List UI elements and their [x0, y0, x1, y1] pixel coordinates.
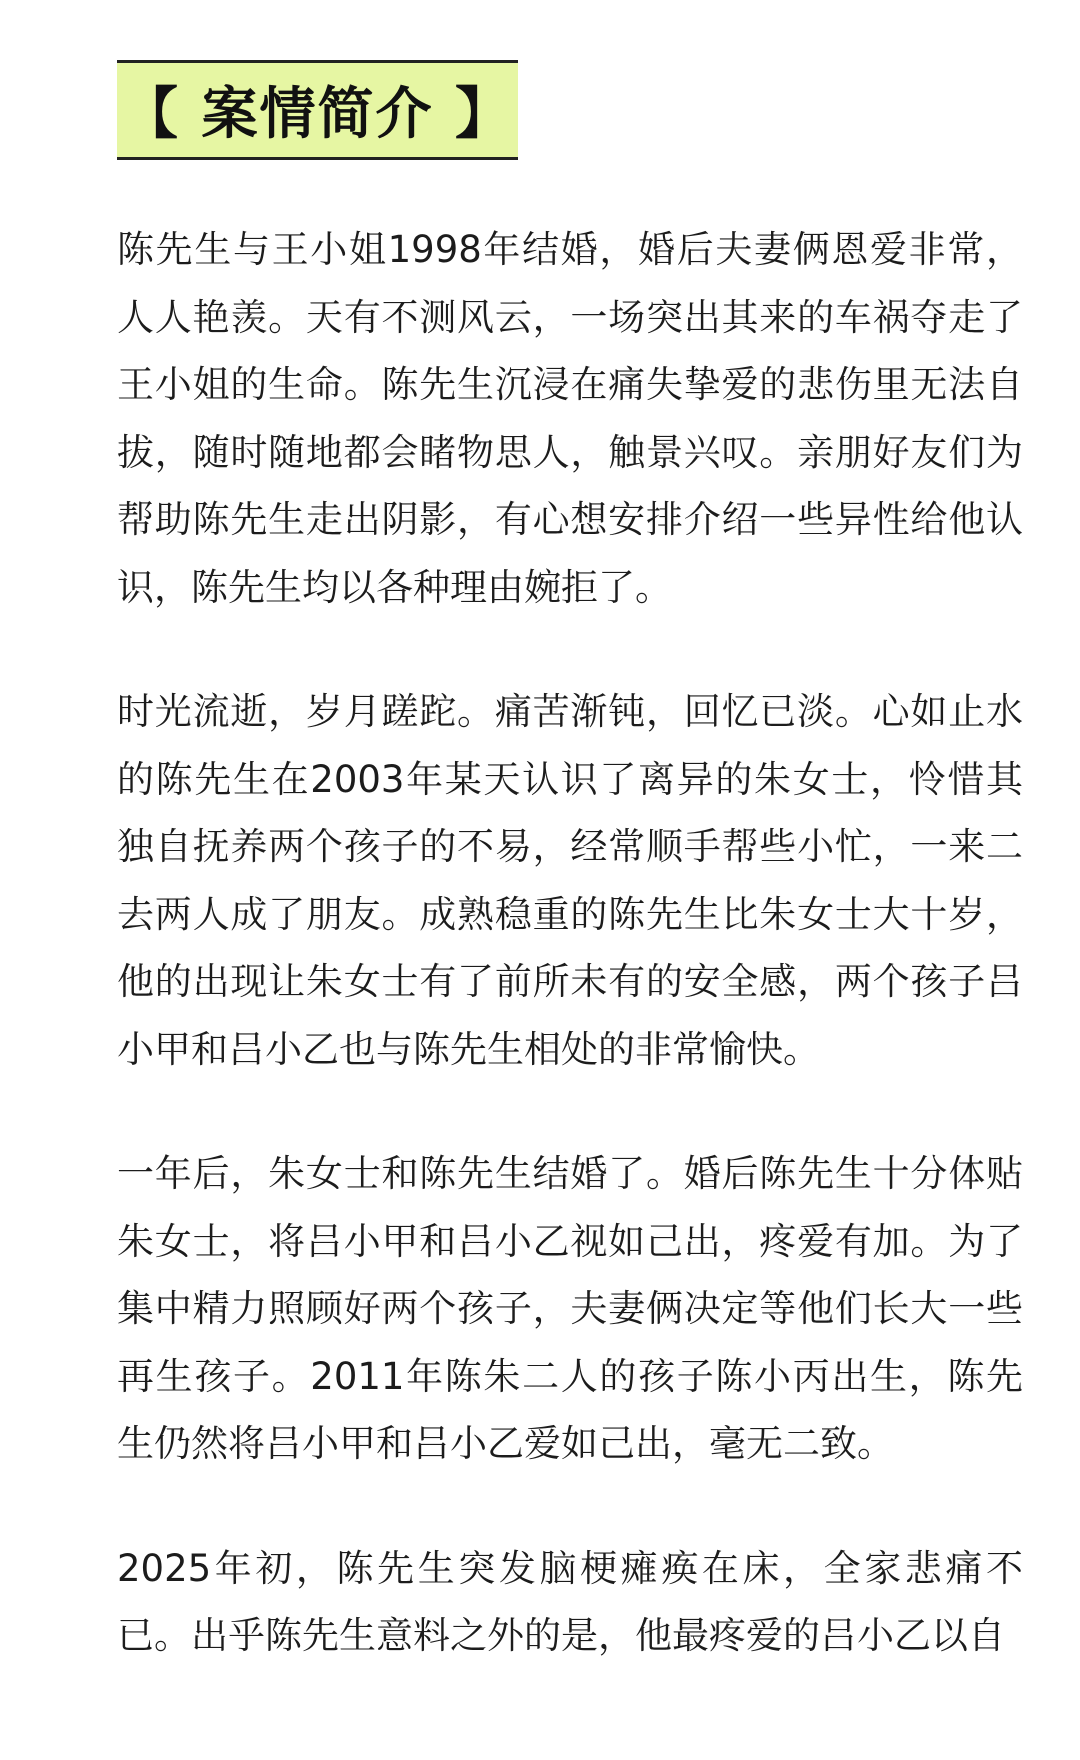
- section-heading-box: [117, 60, 518, 160]
- paragraph-4: 2025年初，陈先生突发脑梗瘫痪在床，全家悲痛不已。出乎陈先生意料之外的是，他最疼爱的吕小乙以自: [117, 1546, 1023, 1657]
- paragraph-3: 一年后，朱女士和陈先生结婚了。婚后陈先生十分体贴朱女士，将吕小甲和吕小乙视如己出，疼爱有加。为了集中精力照顾好两个孩子，夫妻俩决定等他们长大一些再生孩子。2011年陈朱二人的孩子陈小丙出生，陈先生仍然将吕小甲和吕小乙爱如己出，毫无二致。: [117, 1152, 1023, 1465]
- article-body: [117, 216, 1023, 1727]
- section-heading: 【 案情简介 】: [122, 82, 513, 147]
- paragraph-1: 陈先生与王小姐1998年结婚，婚后夫妻俩恩爱非常，人人艳羡。天有不测风云，一场突出其来的车祸夺走了王小姐的生命。陈先生沉浸在痛失挚爱的悲伤里无法自拔，随时随地都会睹物思人，触景兴叹。亲朋好友们为帮助陈先生走出阴影，有心想安排介绍一些异性给他认识，陈先生均以各种理由婉拒了。: [117, 228, 1023, 609]
- paragraph-2: 时光流逝，岁月蹉跎。痛苦渐钝，回忆已淡。心如止水的陈先生在2003年某天认识了离异的朱女士，怜惜其独自抚养两个孩子的不易，经常顺手帮些小忙，一来二去两人成了朋友。成熟稳重的陈先生比朱女士大十岁，他的出现让朱女士有了前所未有的安全感，两个孩子吕小甲和吕小乙也与陈先生相处的非常愉快。: [117, 690, 1023, 1071]
